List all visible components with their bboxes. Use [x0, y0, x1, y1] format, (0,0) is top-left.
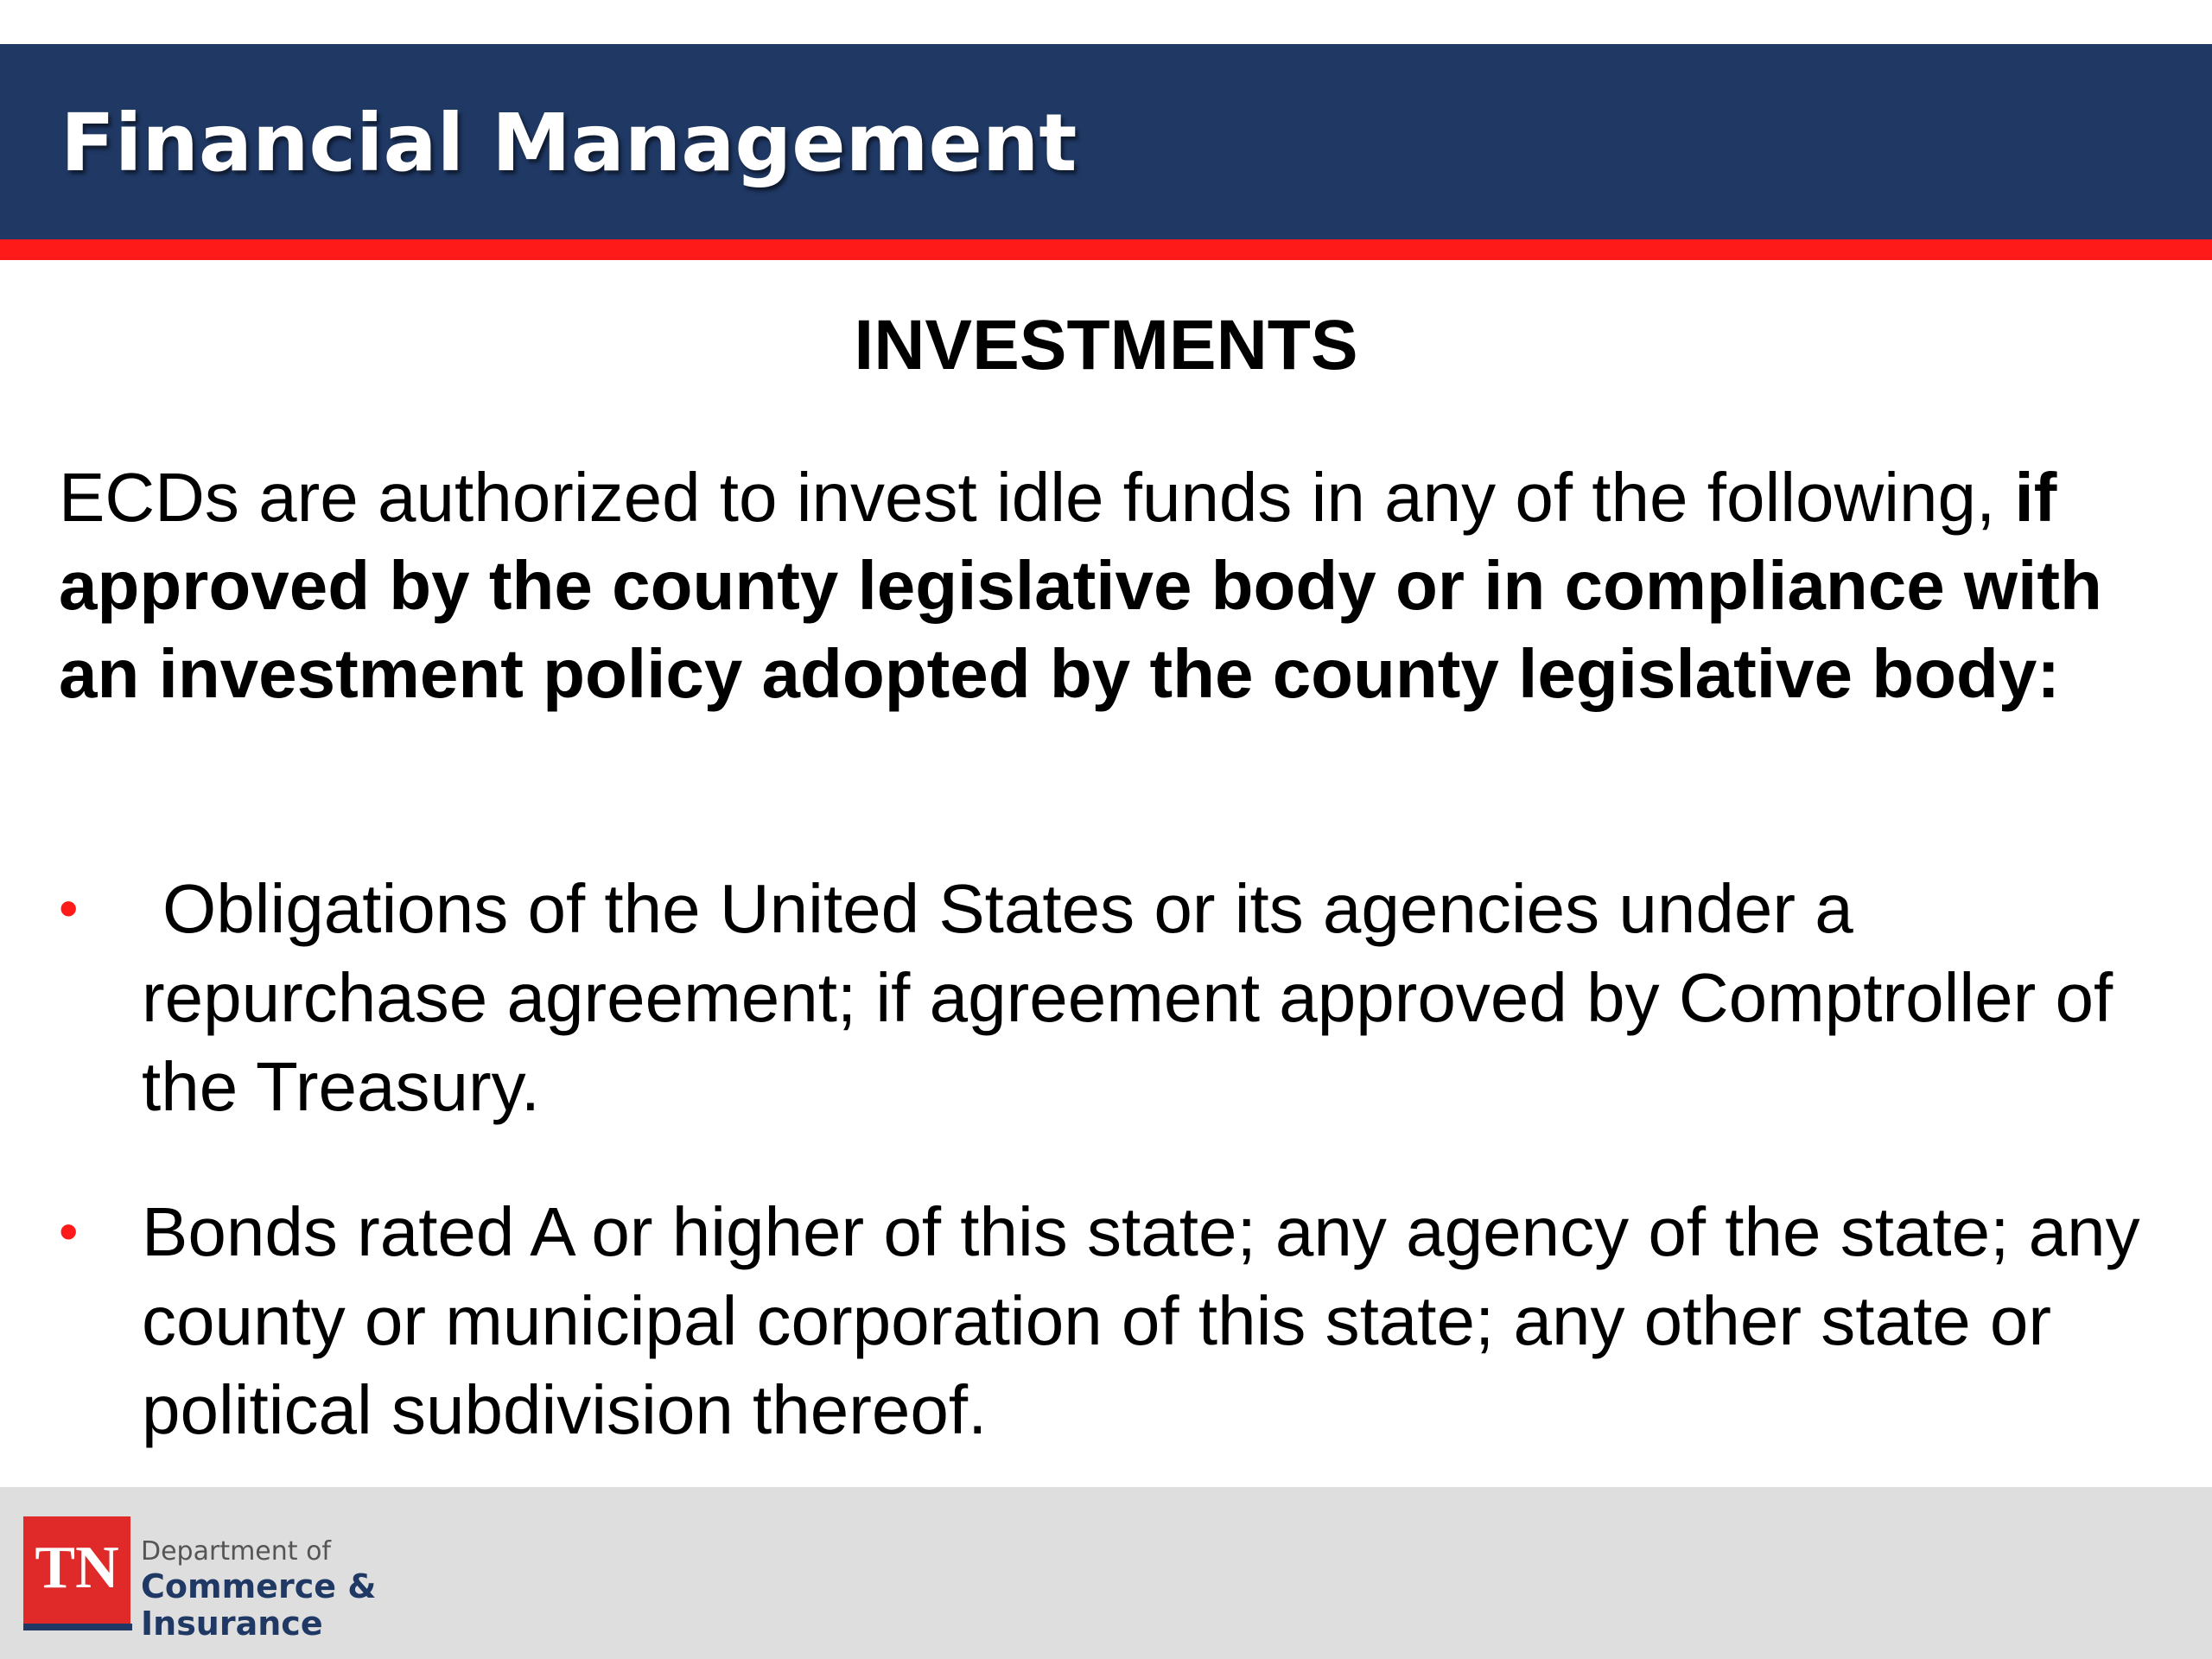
- accent-divider: [0, 239, 2212, 260]
- page-title: Financial Management: [60, 97, 1077, 189]
- intro-paragraph: [59, 454, 2167, 718]
- bullet-icon: •: [59, 877, 79, 939]
- intro-bold-text: if approved by the county legislative body or in compliance with an investment policy adopted by the county legislative body:: [59, 459, 2102, 712]
- section-heading: INVESTMENTS: [854, 306, 1358, 385]
- department-line3: Insurance: [141, 1605, 323, 1643]
- department-line1: Department of: [141, 1536, 331, 1567]
- bullet-text: Obligations of the United States or its agencies under a repurchase agreement; if agreement approved by Comptroller of the Treasury.: [142, 870, 2113, 1125]
- bullet-icon: •: [59, 1200, 79, 1262]
- intro-plain-text: ECDs are authorized to invest idle funds in any of the following,: [59, 459, 1996, 536]
- logo-underline: [23, 1624, 132, 1630]
- department-name: [141, 1535, 376, 1643]
- tn-logo: [23, 1516, 130, 1624]
- bullet-text: Bonds rated A or higher of this state; any agency of the state; any county or municipal corporation of this state; any other state or political subdivision thereof.: [142, 1193, 2140, 1448]
- tn-logo-mark: TN: [35, 1535, 119, 1601]
- department-line2: Commerce &: [141, 1567, 377, 1605]
